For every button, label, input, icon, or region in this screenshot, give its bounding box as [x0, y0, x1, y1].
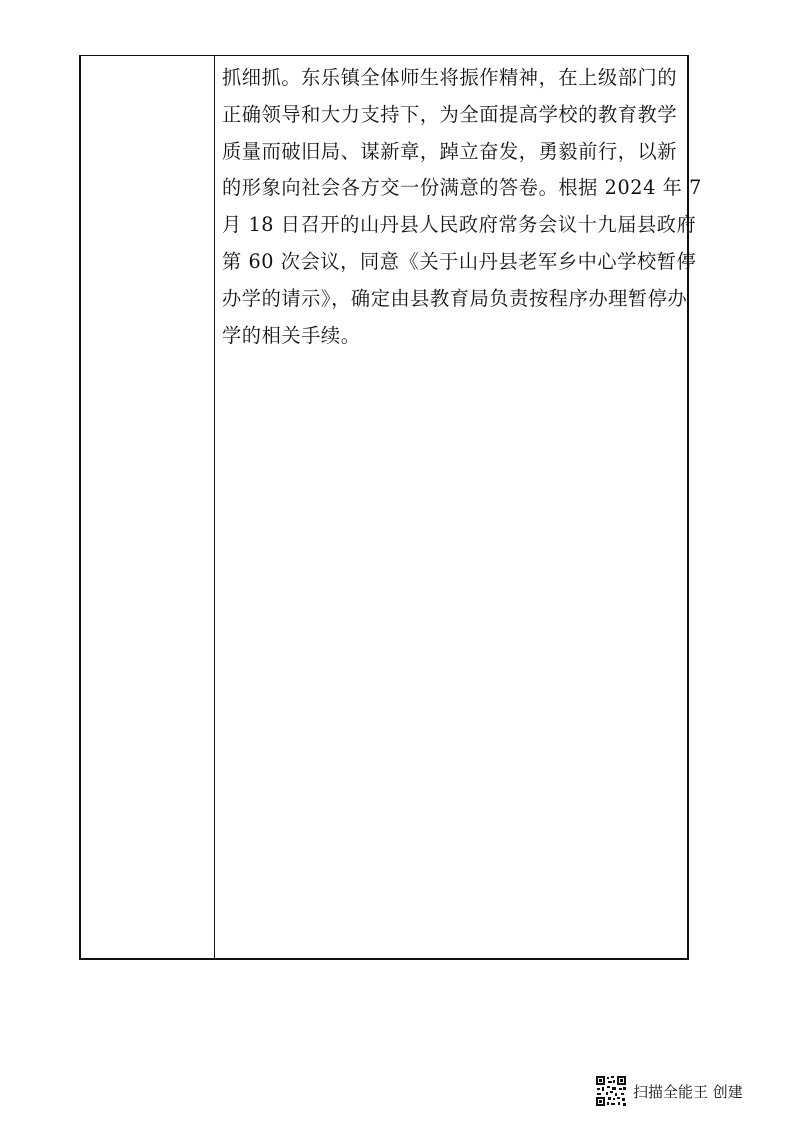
- body-text-line: 抓细抓。东乐镇全体师生将振作精神，在上级部门的: [222, 66, 678, 89]
- form-table: [79, 55, 702, 960]
- body-text-line: 正确领导和大力支持下，为全面提高学校的教育教学: [222, 102, 678, 126]
- scanner-label: 扫描全能王 创建: [633, 1082, 743, 1101]
- body-text-line: 学的相关手续。: [222, 323, 361, 347]
- scanner-watermark: [595, 1074, 775, 1108]
- body-text-line: 质量而破旧局、谋新章，踔立奋发，勇毅前行，以新: [222, 139, 678, 163]
- body-text-line: 月 18 日召开的山丹县人民政府常务会议十九届县政府: [222, 213, 697, 237]
- content-cell: [222, 60, 702, 354]
- qr-code-icon: [595, 1075, 627, 1107]
- body-text-line: 办学的请示》，确定由县教育局负责按程序办理暂停办: [222, 286, 688, 310]
- body-text-line: 的形象向社会各方交一份满意的答卷。根据 2024 年 7: [222, 176, 702, 200]
- column-divider: [214, 56, 215, 958]
- body-text-line: 第 60 次会议，同意《关于山丹县老军乡中心学校暂停: [222, 249, 697, 273]
